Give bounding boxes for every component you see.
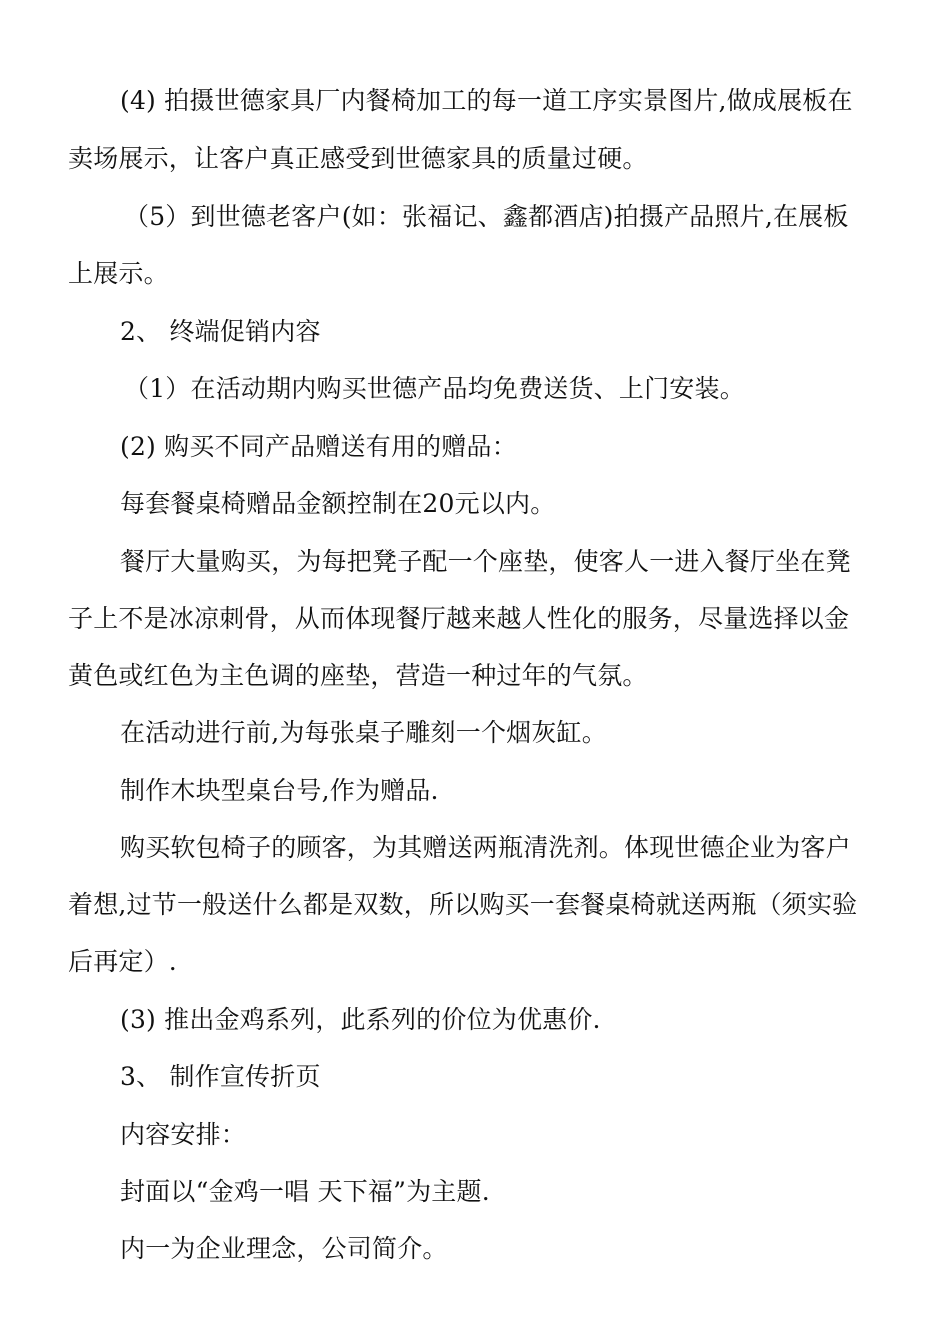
paragraph-line: 子上不是冰凉刺骨，从而体现餐厅越来越人性化的服务，尽量选择以金: [68, 604, 850, 633]
section-heading: 2、 终端促销内容: [120, 317, 321, 346]
paragraph-line: (4) 拍摄世德家具厂内餐椅加工的每一道工序实景图片,做成展板在: [120, 86, 853, 115]
section-heading: 3、 制作宣传折页: [120, 1062, 321, 1091]
paragraph-line: （1）在活动期内购买世德产品均免费送货、上门安装。: [124, 374, 745, 403]
paragraph-line: (3) 推出金鸡系列，此系列的价位为优惠价.: [120, 1005, 601, 1034]
paragraph-line: 每套餐桌椅赠品金额控制在20元以内。: [120, 489, 556, 518]
paragraph-line: 上展示。: [68, 259, 169, 288]
paragraph-line: 制作木块型桌台号,作为赠品.: [120, 776, 439, 805]
paragraph-line: (2) 购买不同产品赠送有用的赠品：: [120, 432, 517, 461]
paragraph-line: 内容安排：: [120, 1120, 247, 1149]
paragraph-line: 黄色或红色为主色调的座垫，营造一种过年的气氛。: [68, 661, 648, 690]
paragraph-line: 封面以“金鸡一唱 天下福”为主题.: [120, 1177, 490, 1206]
paragraph-line: 着想,过节一般送什么都是双数，所以购买一套餐桌椅就送两瓶（须实验: [68, 890, 858, 919]
paragraph-line: 卖场展示，让客户真正感受到世德家具的质量过硬。: [68, 144, 648, 173]
paragraph-line: 在活动进行前,为每张桌子雕刻一个烟灰缸。: [120, 718, 607, 747]
paragraph-line: （5）到世德老客户(如：张福记、鑫都酒店)拍摄产品照片,在展板: [124, 202, 849, 231]
paragraph-line: 后再定）.: [68, 947, 177, 976]
paragraph-line: 内一为企业理念，公司简介。: [120, 1234, 448, 1263]
paragraph-line: 购买软包椅子的顾客，为其赠送两瓶清洗剂。体现世德企业为客户: [120, 833, 851, 862]
paragraph-line: 餐厅大量购买，为每把凳子配一个座垫，使客人一进入餐厅坐在凳: [120, 547, 851, 576]
